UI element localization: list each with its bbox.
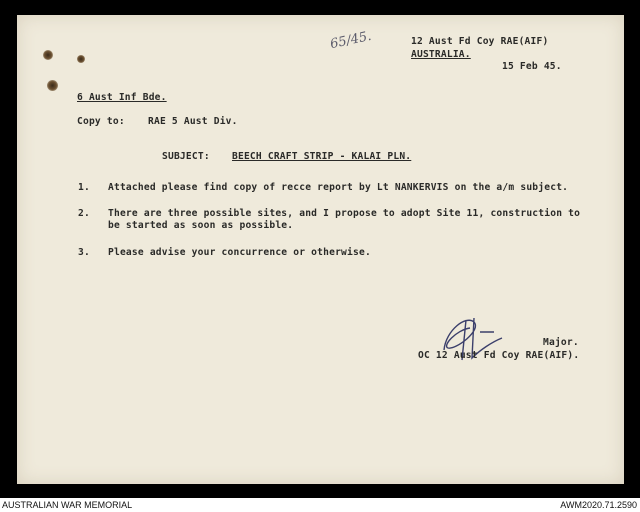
letter-date: 15 Feb 45. — [502, 61, 562, 72]
paragraph-number: 2. — [78, 208, 90, 219]
punch-hole — [47, 80, 58, 91]
copy-to-label: Copy to: — [77, 116, 125, 127]
subject-label: SUBJECT: — [162, 151, 210, 162]
paragraph-text: Attached please find copy of recce report by Lt NANKERVIS on the a/m subject. — [108, 182, 569, 193]
addressee: 6 Aust Inf Bde. — [77, 92, 167, 103]
file-reference-handwritten: 65/45. — [328, 28, 373, 53]
paragraph-number: 3. — [78, 247, 90, 258]
copy-to-value: RAE 5 Aust Div. — [148, 116, 238, 127]
signatory-title: OC 12 Aust Fd Coy RAE(AIF). — [418, 350, 580, 361]
footer-credit: AUSTRALIAN WAR MEMORIAL — [2, 500, 133, 510]
paragraph-text: Please advise your concurrence or otherwise. — [108, 247, 371, 258]
paragraph-number: 1. — [78, 182, 90, 193]
signatory-rank: Major. — [543, 337, 579, 348]
subject-value: BEECH CRAFT STRIP - KALAI PLN. — [232, 151, 412, 162]
paragraph-text: There are three possible sites, and I propose to adopt Site 11, construction to be started as soon as possible. — [108, 208, 581, 231]
footer-accession-number: AWM2020.71.2590 — [560, 500, 637, 510]
punch-hole — [77, 55, 85, 63]
unit-location: AUSTRALIA. — [411, 49, 471, 60]
unit-name: 12 Aust Fd Coy RAE(AIF) — [411, 36, 549, 47]
punch-hole — [43, 50, 53, 60]
